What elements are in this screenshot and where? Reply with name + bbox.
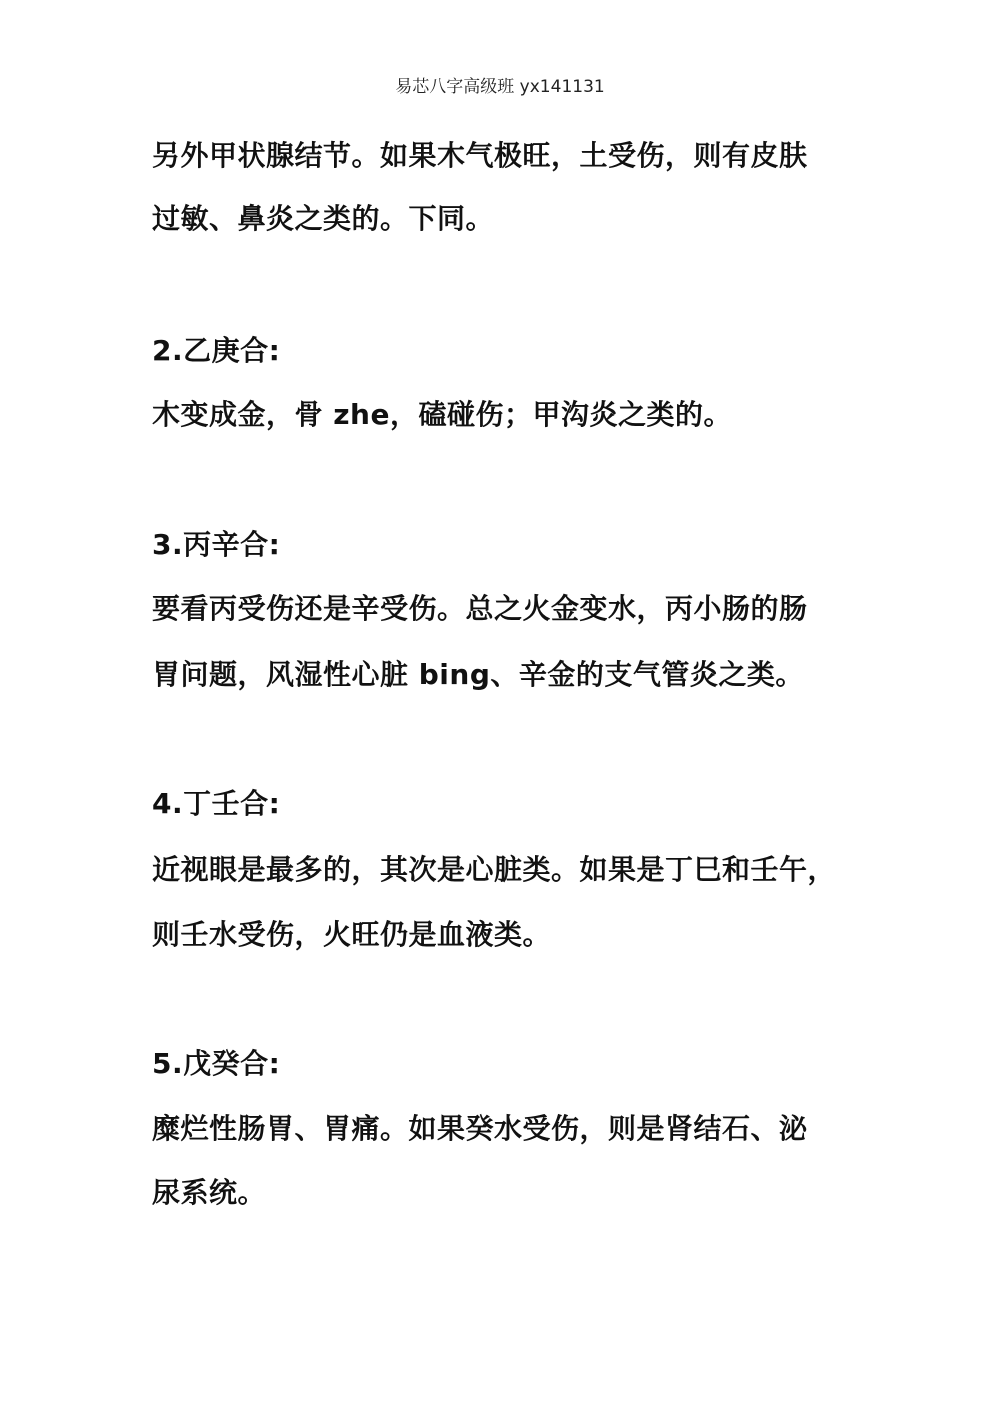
paragraph-line: 要看丙受伤还是辛受伤。总之火金变水，丙小肠的肠 — [152, 592, 808, 625]
paragraph-line: 近视眼是最多的，其次是心脏类。如果是丁巳和壬午， — [152, 853, 837, 886]
paragraph-line: 过敏、鼻炎之类的。下同。 — [152, 202, 495, 235]
paragraph-line: 糜烂性肠胃、胃痛。如果癸水受伤，则是肾结石、泌 — [152, 1112, 808, 1145]
paragraph-line: 胃问题，风湿性心脏 bing、辛金的支气管炎之类。 — [152, 658, 804, 691]
section-heading: 3.丙辛合: — [152, 528, 281, 561]
paragraph-line: 另外甲状腺结节。如果木气极旺，土受伤，则有皮肤 — [152, 139, 808, 172]
paragraph-line: 则壬水受伤，火旺仍是血液类。 — [152, 918, 552, 951]
section-heading: 5.戊癸合: — [152, 1047, 281, 1080]
paragraph-line: 尿系统。 — [152, 1176, 267, 1209]
section-heading: 4.丁壬合: — [152, 787, 281, 820]
page-header: 易芯八字高级班 yx141131 — [395, 77, 605, 97]
paragraph-line: 木变成金，骨 zhe，磕碰伤；甲沟炎之类的。 — [152, 398, 732, 431]
section-heading: 2.乙庚合: — [152, 334, 281, 367]
